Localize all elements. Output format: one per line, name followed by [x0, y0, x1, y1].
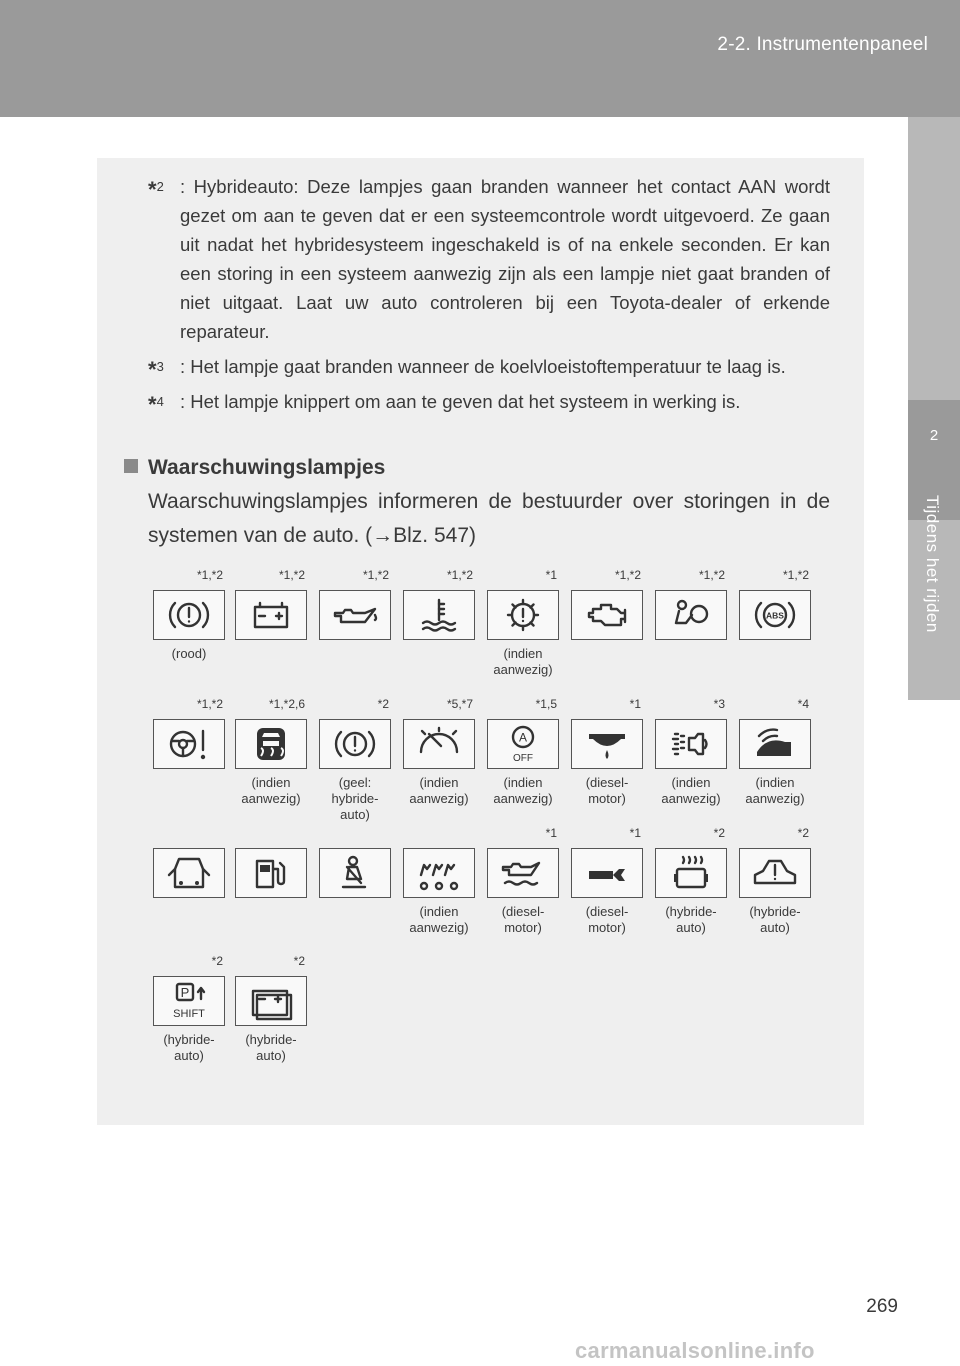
seatbelt-reminder-icon [319, 848, 391, 898]
check-engine-icon [571, 590, 643, 640]
footnote-text: : Hybrideauto: Deze lampjes gaan branden wanneer het contact AAN wordt gezet om aan te geven dat er een systeemcontrole wordt uitgevoerd. Ze gaan uit nadat het hybridesysteem ingeschakeld is of na enkele seconden. Er kan een storing in een systeem aanwezig zijn als een lampje niet gaat branden of niet uitgaat. Laat uw auto controleren bij een Toyota-dealer of erkende reparateur. [180, 176, 830, 342]
warning-lamp-item [235, 848, 307, 898]
footnote-2 [148, 172, 830, 346]
master-warning-gear-icon [487, 590, 559, 640]
footnote-3 [148, 352, 830, 381]
lamp-caption: (indien aanwezig) [493, 775, 553, 806]
warning-lamp-item [403, 697, 475, 807]
footnote-reference: *1,5 [535, 697, 557, 711]
footnote-reference: *1,*2 [362, 568, 389, 582]
fuel-filter-icon [571, 719, 643, 769]
warning-lamp-item [655, 697, 727, 807]
warning-lamp-item [655, 568, 727, 640]
footnote-reference: *2 [211, 954, 223, 968]
heading-square-icon [124, 459, 138, 473]
footnote-reference: *1,*2 [196, 697, 223, 711]
section-heading: Waarschuwingslampjes [124, 456, 385, 480]
section-title: 2-2. Instrumentenpaneel [717, 34, 928, 55]
hybrid-system-warning-icon [739, 848, 811, 898]
slip-indicator-icon [235, 719, 307, 769]
footnotes [148, 172, 830, 422]
footnote-reference: *1,*2,6 [268, 697, 305, 711]
svg-text:ABS: ABS [766, 610, 784, 621]
warning-lamp-item [487, 826, 559, 936]
lamp-caption: (rood) [171, 646, 207, 661]
lamp-caption: (indien aanwezig) [493, 646, 553, 677]
footnote-reference: *2 [293, 954, 305, 968]
footnote-4 [148, 387, 830, 416]
page-header [0, 0, 960, 117]
oil-level-icon [487, 848, 559, 898]
page-number: 269 [866, 1296, 898, 1317]
warning-lamp-item [235, 568, 307, 640]
warning-lamp-item [153, 568, 225, 662]
speedometer-icon [403, 719, 475, 769]
warning-lamp-item [571, 697, 643, 807]
warning-lamp-item [319, 568, 391, 640]
lamp-caption: (hybride- auto) [665, 904, 717, 935]
warning-lamp-item [153, 954, 225, 1064]
warning-lamp-item [739, 826, 811, 936]
coolant-temp-icon [403, 590, 475, 640]
lamp-caption: (indien aanwezig) [241, 775, 301, 806]
footnote-reference: *1,*2 [614, 568, 641, 582]
warning-lamp-item [655, 826, 727, 936]
footnote-text: : Het lampje knippert om aan te geven dat het systeem in werking is. [180, 391, 741, 412]
warning-lamp-item [153, 848, 225, 898]
footnote-reference: *5,*7 [446, 697, 473, 711]
footnote-reference: *1,*2 [782, 568, 809, 582]
section-intro: Waarschuwingslampjes informeren de bestuurder over storingen in de systemen van de auto. (→Blz. 547) [148, 490, 830, 547]
lamp-caption: (hybride- auto) [163, 1032, 215, 1063]
abs-icon [739, 590, 811, 640]
footnote-reference: *2 [713, 826, 725, 840]
warning-lamp-item [739, 568, 811, 640]
pcs-radar-icon [739, 719, 811, 769]
warning-lamp-item [487, 568, 559, 678]
footnote-reference: *4 [797, 697, 809, 711]
rear-seatbelt-icon [403, 848, 475, 898]
auto-off-icon [487, 719, 559, 769]
footnote-reference: *1,*2 [278, 568, 305, 582]
wrench-maintenance-icon [571, 848, 643, 898]
warning-lamp-item [571, 568, 643, 640]
warning-lamp-item [153, 697, 225, 769]
svg-text:P: P [180, 985, 190, 1000]
footnote-mark: *$^2$ [148, 177, 164, 202]
low-fuel-icon [235, 848, 307, 898]
p-shift-icon [153, 976, 225, 1026]
footer-watermark: carmanualsonline.info [575, 1338, 815, 1363]
footnote-reference: *1 [545, 826, 557, 840]
lamp-caption: (diesel- motor) [585, 775, 629, 806]
warning-lamp-item [235, 954, 307, 1064]
svg-text:SHIFT: SHIFT [173, 1008, 205, 1020]
footnote-mark: *$^4$ [148, 392, 164, 417]
footnote-reference: *3 [713, 697, 725, 711]
lamp-caption: (diesel- motor) [501, 904, 545, 935]
warning-lamp-item [487, 697, 559, 807]
warning-lamp-item [571, 826, 643, 936]
battery-heat-icon [655, 848, 727, 898]
warning-lamp-item [739, 697, 811, 807]
footnote-reference: *1,*2 [196, 568, 223, 582]
door-open-icon [153, 848, 225, 898]
warning-lamp-item [403, 568, 475, 640]
brake-warning-icon [153, 590, 225, 640]
footnote-reference: *1,*2 [446, 568, 473, 582]
warning-lamp-item [319, 697, 391, 823]
warning-lamp-item [235, 697, 307, 807]
footnote-mark: *$^3$ [148, 357, 164, 382]
lamp-caption: (hybride- auto) [245, 1032, 297, 1063]
clearance-sonar-icon [655, 719, 727, 769]
footnote-reference: *1 [545, 568, 557, 582]
lamp-caption: (indien aanwezig) [409, 775, 469, 806]
footnote-reference: *1,*2 [698, 568, 725, 582]
footnote-reference: *2 [797, 826, 809, 840]
airbag-icon [655, 590, 727, 640]
warning-lamp-item [319, 848, 391, 898]
lamp-caption: (geel: hybride- auto) [331, 775, 379, 822]
power-steering-icon [153, 719, 225, 769]
chapter-number: 2 [929, 427, 939, 444]
brake-warning-yellow-icon [319, 719, 391, 769]
lamp-caption: (diesel- motor) [585, 904, 629, 935]
footnote-reference: *1 [629, 826, 641, 840]
chapter-side-tab [908, 117, 960, 700]
chapter-title: Tijdens het rijden [923, 495, 942, 633]
svg-text:OFF: OFF [513, 753, 533, 764]
footnote-reference: *2 [377, 697, 389, 711]
lamp-caption: (hybride- auto) [749, 904, 801, 935]
warning-lamp-item [403, 848, 475, 936]
oil-pressure-icon [319, 590, 391, 640]
svg-text:A: A [518, 730, 528, 745]
footnote-reference: *1 [629, 697, 641, 711]
footnote-text: : Het lampje gaat branden wanneer de koelvloeistoftemperatuur te laag is. [180, 356, 786, 377]
lamp-caption: (indien aanwezig) [409, 904, 469, 935]
hybrid-battery-icon [235, 976, 307, 1026]
lamp-caption: (indien aanwezig) [661, 775, 721, 806]
lamp-caption: (indien aanwezig) [745, 775, 805, 806]
battery-charge-icon [235, 590, 307, 640]
